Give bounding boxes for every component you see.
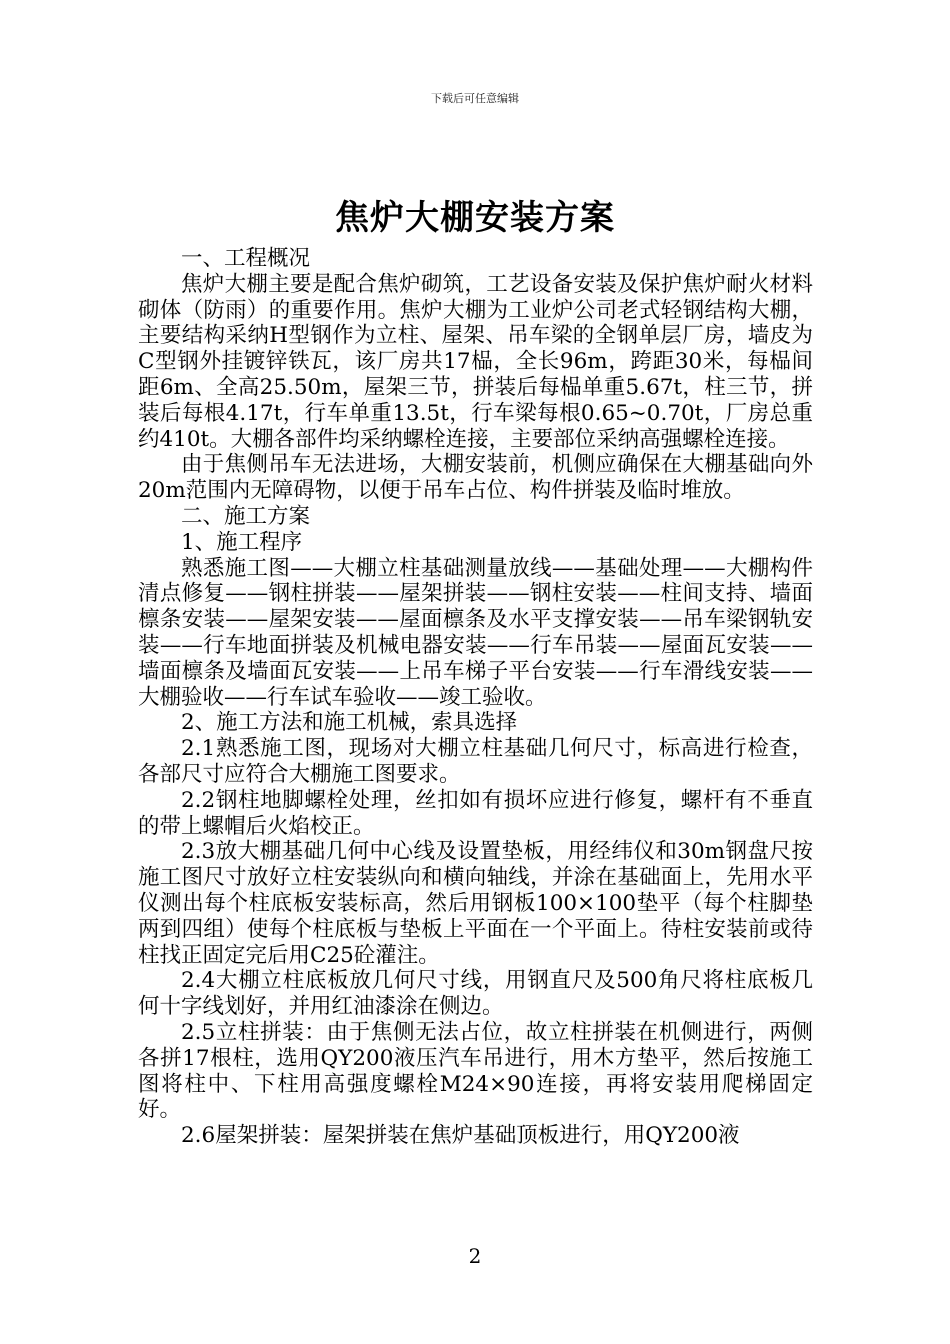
paragraph: 由于焦侧吊车无法进场，大棚安装前，机侧应确保在大棚基础向外20m范围内无障碍物，以便于吊车占位、构件拼装及临时堆放。 <box>138 452 813 504</box>
paragraph: 2.3放大棚基础几何中心线及设置垫板，用经纬仪和30m钢盘尺按施工图尺寸放好立柱安装纵向和横向轴线，并涂在基础面上，先用水平仪测出每个柱底板安装标高，然后用钢板100×100垫平（每个柱脚垫两到四组）使每个柱底板与垫板上平面在一个平面上。待柱安装前或待柱找正固定完后用C25砼灌注。 <box>138 839 813 968</box>
paragraph: 焦炉大棚主要是配合焦炉砌筑，工艺设备安装及保护焦炉耐火材料砌体（防雨）的重要作用。焦炉大棚为工业炉公司老式轻钢结构大棚，主要结构采纳H型钢作为立柱、屋架、吊车梁的全钢单层厂房，墙皮为C型钢外挂镀锌铁瓦，该厂房共17榀，全长96m，跨距30米，每榀间距6m、全高25.50m，屋架三节，拼装后每榀单重5.67t，柱三节，拼装后每根4.17t，行车单重13.5t，行车梁每根0.65~0.70t，厂房总重约410t。大棚各部件均采纳螺栓连接，主要部位采纳高强螺栓连接。 <box>138 271 813 452</box>
subsection-heading: 1、施工程序 <box>181 529 303 555</box>
page-number: 2 <box>468 1244 482 1268</box>
section-heading-construction-plan: 二、施工方案 <box>181 503 311 529</box>
paragraph: 2.2钢柱地脚螺栓处理，丝扣如有损坏应进行修复，螺杆有不垂直的带上螺帽后火焰校正。 <box>138 787 813 839</box>
document-title: 焦炉大棚安装方案 <box>335 198 615 238</box>
subsection-heading: 2、施工方法和施工机械，索具选择 <box>181 710 518 736</box>
section-heading-overview: 一、工程概况 <box>181 246 311 271</box>
document-body <box>138 246 813 1149</box>
paragraph: 2.5立柱拼装：由于焦侧无法占位，故立柱拼装在机侧进行，两侧各拼17根柱，选用QY200液压汽车吊进行，用木方垫平，然后按施工图将柱中、下柱用高强度螺栓M24×90连接，再将安装用爬梯固定好。 <box>138 1019 813 1123</box>
paragraph: 熟悉施工图——大棚立柱基础测量放线——基础处理——大棚构件清点修复——钢柱拼装——屋架拼装——钢柱安装——柱间支持、墙面檩条安装——屋架安装——屋面檩条及水平支撑安装——吊车梁钢轨安装——行车地面拼装及机械电器安装——行车吊装——屋面瓦安装——墙面檩条及墙面瓦安装——上吊车梯子平台安装——行车滑线安装——大棚验收——行车试车验收——竣工验收。 <box>138 555 813 710</box>
paragraph: 2.6屋架拼装：屋架拼装在焦炉基础顶板进行，用QY200液 <box>181 1123 740 1149</box>
header-note: 下载后可任意编辑 <box>431 92 519 105</box>
paragraph: 2.1熟悉施工图，现场对大棚立柱基础几何尺寸，标高进行检查，各部尺寸应符合大棚施工图要求。 <box>138 736 813 787</box>
paragraph: 2.4大棚立柱底板放几何尺寸线，用钢直尺及500角尺将柱底板几何十字线划好，并用红油漆涂在侧边。 <box>138 968 813 1020</box>
